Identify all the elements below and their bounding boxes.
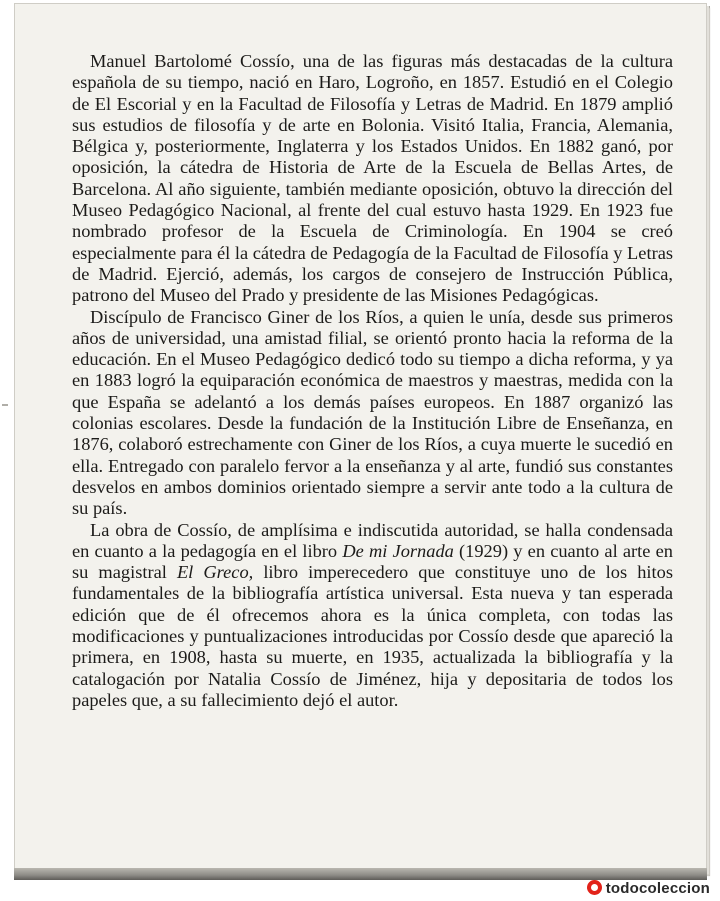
paragraph-text: Manuel Bartolomé Cossío, una de las figuras más destacadas de la cultura española de su tiempo, nació en Haro, Logroño, en 1857. Estudió en el Colegio de El Escorial y en la Facultad de Filosofía y Letras de Madrid. En 1879 amplió sus estudios de filosofía y de arte en Bolonia. Visitó Italia, Francia, Alemania, Bélgica y, posteriormente, Inglaterra y los Estados Unidos. En 1882 ganó, por oposición, la cátedra de Historia de Arte de la Escuela de Bellas Artes, de Barcelona. Al año siguiente, también mediante oposición, obtuvo la dirección del Museo Pedagógico Nacional, al frente del cual estuvo hasta 1929. En 1923 fue nombrado profesor de la Escuela de Criminología. En 1904 se creó especialmente para él la cátedra de Pedagogía de la Facultad de Filosofía y Letras de Madrid. Ejerció, además, los cargos de consejero de Instrucción Pública, patrono del Museo del Prado y presidente de las Misiones Pedagógicas. — [72, 51, 674, 306]
book-title-el-greco: El Greco, — [176, 562, 254, 583]
paragraph-biography — [72, 51, 673, 307]
cover-text — [72, 51, 673, 711]
paragraph-text: Discípulo de Francisco Giner de los Ríos, a quien le unía, desde sus primeros años de universidad, una amistad filial, se orientó pronto hacia la reforma de la educación. En el Museo Pedagógico dedicó todo su tiempo a dicha reforma, y ya en 1883 logró la equiparación económica de maestros y maestras, medida con la que España se adelantó a los demás países europeos. En 1887 organizó las colonias escolares. Desde la fundación de la Institución Libre de Enseñanza, en 1876, colaboró estrechamente con Giner de los Ríos, a cuya muerte le sucedió en ella. Entregado con paralelo fervor a la enseñanza y al arte, fundió sus constantes desvelos en ambos dominios orientado siempre a servir ante todo a la cultura de su país. — [72, 306, 673, 519]
paragraph-works — [72, 520, 673, 712]
paragraph-pedagogy — [72, 307, 673, 520]
todocoleccion-logo-icon — [587, 880, 602, 895]
watermark-text: todocoleccion — [605, 880, 710, 897]
book-back-cover — [14, 3, 707, 871]
paragraph-text: (1929) y en cuanto al arte en su magistral — [72, 540, 673, 583]
paragraph-text: libro imperecedero que constituye uno de los hitos fundamentales de la bibliografía artística universal. Esta nueva y tan esperada edición que de él ofrecemos ahora es la única completa, con todas las modificaciones y puntualizaciones introducidas por Cossío desde que apareció la primera, en 1908, hasta su muerte, en 1935, actualizada la bibliografía y la catalogación por Natalia Cossío de Jiménez, hija y depositaria de todos los papeles que, a su fallecimiento dejó el autor. — [72, 562, 673, 710]
book-title-de-mi-jornada: De mi Jornada — [342, 540, 454, 561]
watermark — [587, 880, 710, 897]
paragraph-text: La obra de Cossío, de amplísima e indiscutida autoridad, se halla condensada en cuanto a la pedagogía en el libro — [72, 519, 673, 561]
book-bottom-edge — [14, 868, 707, 880]
margin-mark — [2, 404, 8, 406]
